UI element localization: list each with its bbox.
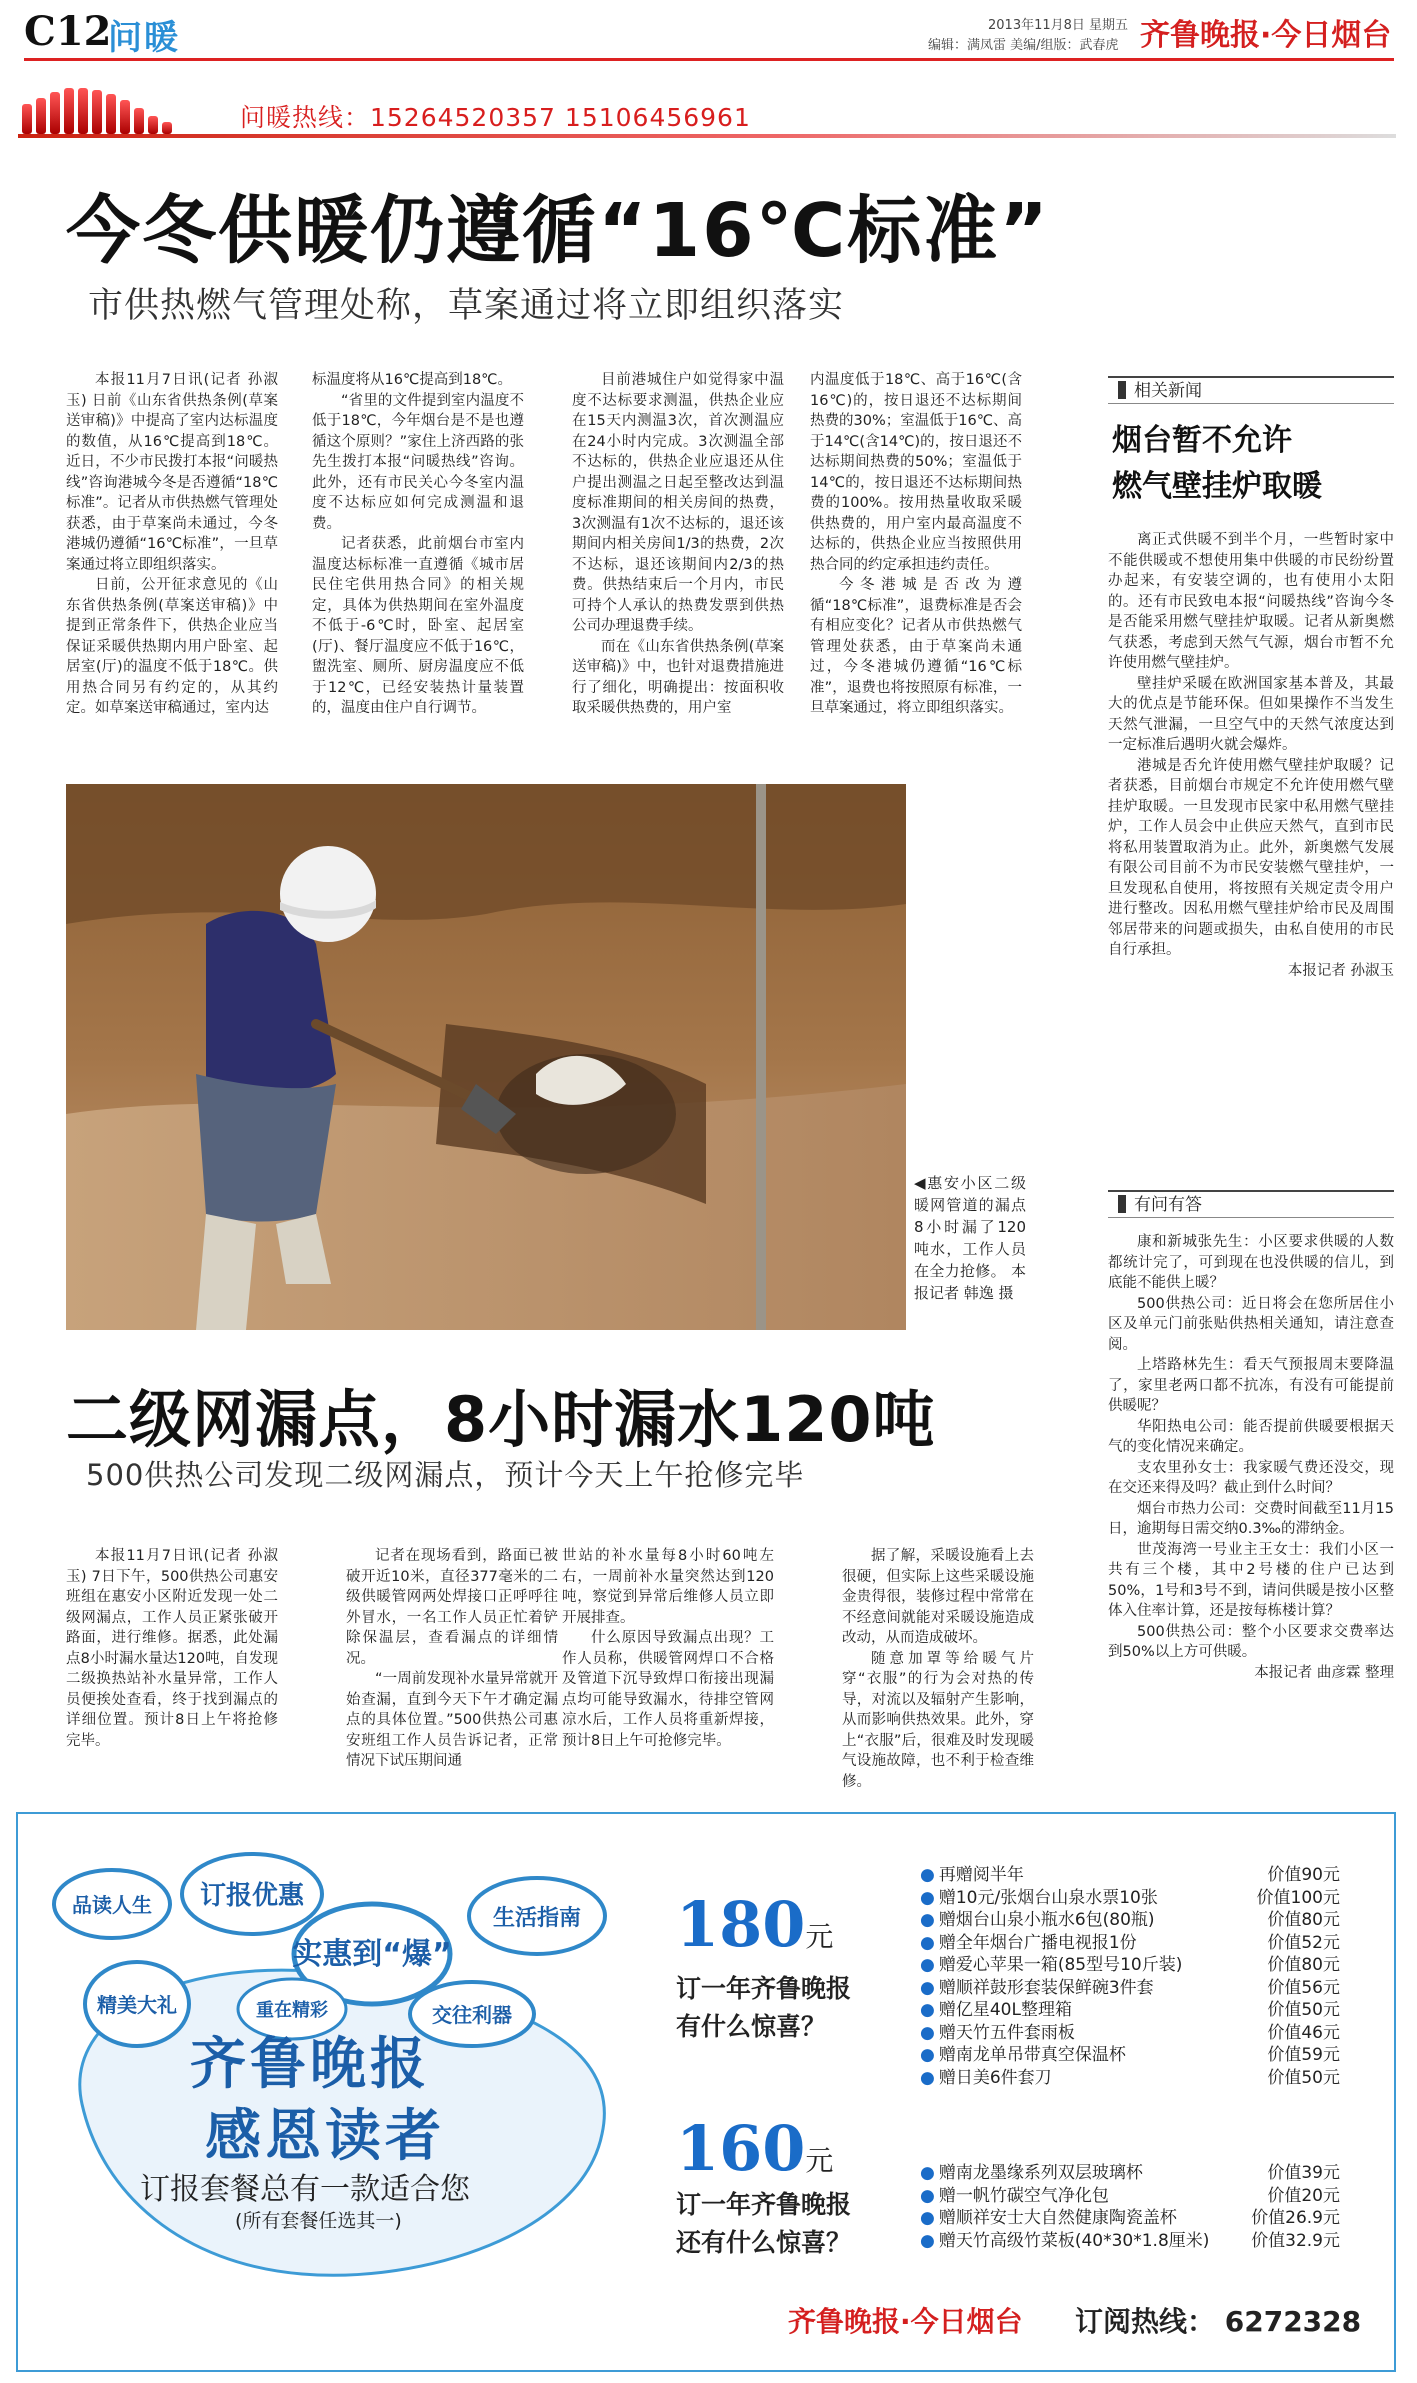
paragraph: 记者在现场看到，路面已被破开近10米，直径377毫米的二级供暖管网两处焊接口正呼呼往外冒水，一名工作人员正忙着铲除保温层，查看漏点的详细情况。 [346, 1548, 558, 1667]
price-value: 180 [676, 1888, 806, 1961]
label-text: 相关新闻 [1134, 381, 1202, 401]
issue-date: 2013年11月8日 星期五 [988, 18, 1129, 33]
page-number: C12 [24, 8, 112, 55]
gift-name: ● 赠爱心苹果一箱(85型号10斤装) [920, 1954, 1182, 1977]
gift-value: 价值32.9元 [1251, 2230, 1340, 2251]
gift-name: ● 赠亿星40L整理箱 [920, 1999, 1072, 2022]
paragraph: 而在《山东省供热条例(草案送审稿)》中，也针对退费措施进行了细化，明确提出：按面积收取采暖供热费的，用户室 [572, 638, 784, 716]
paragraph: 什么原因导致漏点出现？工作人员称，供暖管网焊口不合格及管道下沉导致焊口衔接出现漏点均可能导致漏水，待排空管网凉水后，工作人员将重新焊接，预计8日上午可抢修完毕。 [562, 1630, 774, 1749]
second-headline: 二级网漏点，8小时漏水120吨 [66, 1383, 936, 1456]
price-value: 160 [676, 2112, 806, 2185]
byline: 本报记者 曲彦霖 整理 [1254, 1664, 1394, 1681]
main-headline: 今冬供暖仍遵循“16℃标准” [66, 188, 1050, 274]
question-line: 订一年齐鲁晚报 [676, 2190, 852, 2219]
gift-item [920, 1999, 1340, 2022]
gift-name: ● 再赠阅半年 [920, 1864, 1024, 1887]
gift-item [920, 2230, 1340, 2253]
plan-question [676, 1970, 851, 2046]
gift-name: ● 赠南龙单吊带真空保温杯 [920, 2044, 1126, 2067]
price-unit: 元 [805, 1920, 834, 1953]
advert-footer-brand: 齐鲁晚报·今日烟台 [788, 2305, 1023, 2338]
label-marker-icon [1118, 1195, 1126, 1213]
gift-item [920, 2022, 1340, 2045]
title-line: 燃气壁挂炉取暖 [1112, 469, 1322, 504]
sidebar-news-title [1112, 418, 1322, 510]
price-unit: 元 [805, 2144, 834, 2177]
paragraph: 目前港城住户如觉得家中温度不达标要求测温，供热企业应在15天内测温3次，首次测温应在24小时内完成。3次测温全部不达标的，供热企业应退还从住户提出测温之日起至整改达到温度标准期间的相关房间的热费，3次测温有1次不达标的，退还该期间内相关房间1/3的热费，2次不达标，退还该期间内2/3的热费。供热结束后一个月内，市民可持个人承认的热费发票到供热公司办理退费手续。 [572, 372, 784, 634]
photo-caption: ◀惠安小区二级暖网管道的漏点8小时漏了120吨水，工作人员在全力抢修。 本报记者 韩逸 摄 [914, 1174, 1026, 1302]
label-marker-icon [1118, 381, 1126, 399]
gift-value: 价值59元 [1267, 2045, 1340, 2065]
bubble-label: 交往利器 [432, 2003, 512, 2027]
main-subheadline: 市供热燃气管理处称，草案通过将立即组织落实 [88, 286, 845, 326]
paragraph: 内温度低于18℃、高于16℃(含16℃)的，按日退还不达标期间热费的30%；室温低于16℃、高于14℃(含14℃)的，按日退还不达标期间热费的50%；室温低于14℃的，按日退还不达标期间热费的100%。按用热量收取采暖供热费的，用户室内最高温度不达标的，供热企业应当按照供用热合同的约定承担违约责任。 [810, 372, 1022, 573]
question-line: 还有什么惊喜？ [676, 2228, 852, 2257]
paragraph: 日前，公开征求意见的《山东省供热条例(草案送审稿)》中提到正常条件下，供热企业应当保证采暖供热期内用户卧室、起居室(厅)的温度不低于18℃。供用热合同另有约定的，从其约定。如草案送审稿通过，室内达 [66, 577, 278, 716]
bubble-label: 品读人生 [72, 1893, 152, 1917]
paragraph: 标温度将从16℃提高到18℃。 [312, 372, 512, 388]
article2-column-3 [562, 1546, 774, 1751]
article1-column-1 [66, 370, 278, 719]
gift-item [920, 1954, 1340, 1977]
gift-name: ● 赠日美6件套刀 [920, 2067, 1052, 2090]
radiator-icon [18, 80, 238, 140]
news-photo [66, 784, 906, 1330]
gift-name: ● 赠一帆竹碳空气净化包 [920, 2185, 1109, 2208]
paragraph: 随意加罩等给暖气片穿“衣服”的行为会对热的传导，对流以及辐射产生影响，从而影响供热效果。此外，穿上“衣服”后，很难及时发现暖气设施故障，也不利于检查维修。 [842, 1650, 1034, 1790]
paragraph: “省里的文件提到室内温度不低于18℃，今年烟台是不是也遵循这个原则？”家住上济西路的张先生拨打本报“问暖热线”咨询。此外，还有市民关心今冬室内温度不达标应如何完成测温和退费。 [312, 392, 524, 532]
gift-name: ● 赠全年烟台广播电视报1份 [920, 1932, 1137, 1955]
gift-item [920, 2207, 1340, 2230]
qa-item: 支农里孙女士：我家暖气费还没交，现在交还来得及吗？截止到什么时间？ [1108, 1459, 1394, 1496]
gift-name: ● 赠天竹高级竹菜板(40*30*1.8厘米) [920, 2230, 1209, 2253]
gift-value: 价值50元 [1267, 2067, 1340, 2088]
bubble-label: 重在精彩 [256, 2000, 328, 2021]
gift-value: 价值80元 [1267, 1910, 1340, 1930]
paragraph: 世站的补水量每8小时60吨左右，一周前补水量突然达到120吨，察觉到异常后维修人员立即开展排查。 [562, 1548, 774, 1626]
gift-list-180 [920, 1864, 1340, 2089]
gift-item [920, 2162, 1340, 2185]
gift-value: 价值39元 [1267, 2163, 1340, 2183]
qa-item: 上塔路林先生：看天气预报周末要降温了，家里老两口都不抗冻，有没有可能提前供暖呢？ [1108, 1357, 1394, 1414]
bubble-label: 实惠到“爆” [292, 1937, 452, 1972]
plan-price-160 [676, 2112, 833, 2185]
gift-item [920, 1887, 1340, 1910]
title-line: 烟台暂不允许 [1112, 423, 1292, 458]
gift-value: 价值52元 [1267, 1932, 1340, 1953]
editor-credits: 编辑：满凤雷 美编/组版：武春虎 [928, 38, 1119, 53]
gift-value: 价值26.9元 [1251, 2208, 1340, 2228]
paragraph: 本报11月7日讯(记者 孙淑玉) 7日下午，500供热公司惠安班组在惠安小区附近发现一处二级网漏点，工作人员正紧张破开路面，进行维修。据悉，此处漏点8小时漏水量达120吨，自发现二级换热站补水量异常，工作人员便挨处查看，终于找到漏点的详细位置。预计8日上午将抢修完毕。 [66, 1548, 278, 1749]
qa-item: 华阳热电公司：能否提前供暖要根据天气的变化情况来确定。 [1108, 1418, 1394, 1455]
page-header [0, 0, 1417, 170]
label-text: 有问有答 [1134, 1195, 1202, 1215]
gift-item [920, 1977, 1340, 2000]
advert-tagline: 订报套餐总有一款适合您 [140, 2172, 470, 2207]
byline: 本报记者 孙淑玉 [1287, 962, 1394, 979]
gift-value: 价值100元 [1256, 1887, 1340, 1908]
gift-value: 价值20元 [1267, 2185, 1340, 2206]
gift-item [920, 2067, 1340, 2090]
worker-repair-illustration [66, 784, 906, 1330]
paragraph: 本报11月7日讯(记者 孙淑玉) 日前《山东省供热条例(草案送审稿)》中提高了室内达标温度的数值，从16℃提高到18℃。近日，不少市民拨打本报“问暖热线”咨询港城今冬是否遵循“18℃标准”。记者从市供热燃气管理处获悉，由于草案尚未通过，今冬港城仍遵循“16℃标准”，一旦草案通过将立即组织落实。 [66, 372, 278, 573]
article1-column-4 [810, 370, 1022, 719]
plan-question [676, 2186, 851, 2262]
article2-column-4 [842, 1546, 1034, 1792]
gift-name: ● 赠天竹五件套雨板 [920, 2022, 1075, 2045]
gift-item [920, 1909, 1340, 1932]
question-line: 有什么惊喜？ [676, 2012, 827, 2041]
gift-item [920, 1864, 1340, 1887]
related-news-label [1108, 376, 1394, 404]
gift-name: ● 赠10元/张烟台山泉水票10张 [920, 1887, 1158, 1910]
bubble-label: 生活指南 [492, 1906, 582, 1931]
question-line: 订一年齐鲁晚报 [676, 1974, 852, 2003]
gift-list-160 [920, 2162, 1340, 2252]
qa-item: 500供热公司：近日将会在您所居住小区及单元门前张贴供热相关通知，请注意查阅。 [1108, 1295, 1394, 1353]
section-title: 问暖 [108, 18, 180, 58]
qa-item: 烟台市热力公司：交费时间截至11月15日，逾期每日需交纳0.3‰的滞纳金。 [1108, 1500, 1394, 1537]
gift-item [920, 1932, 1340, 1955]
advert-note: (所有套餐任选其一) [235, 2210, 402, 2232]
newspaper-brand: 齐鲁晚报·今日烟台 [1140, 18, 1392, 53]
hotline-text: 问暖热线：15264520357 15106456961 [240, 103, 751, 132]
bubble-label: 精美大礼 [97, 1993, 177, 2017]
header-divider [24, 58, 1394, 61]
article1-column-2 [312, 370, 524, 719]
second-subheadline: 500供热公司发现二级网漏点，预计今天上午抢修完毕 [86, 1458, 805, 1492]
paragraph: 壁挂炉采暖在欧洲国家基本普及，其最大的优点是节能环保。但如果操作不当发生天然气泄漏，一旦空气中的天然气浓度达到一定标准后遇明火就会爆炸。 [1108, 675, 1394, 753]
gift-name: ● 赠顺祥安士大自然健康陶瓷盖杯 [920, 2207, 1177, 2230]
advert-title-1: 齐鲁晚报 [190, 2032, 430, 2097]
gift-item [920, 2044, 1340, 2067]
hotline-underline [18, 134, 1396, 138]
gift-name: ● 赠烟台山泉小瓶水6包(80瓶) [920, 1909, 1155, 1932]
paragraph: 据了解，采暖设施看上去很硬，但实际上这些采暖设施金贵得很，装修过程中常常在不经意间就能对采暖设施造成改动，从而造成破坏。 [842, 1548, 1034, 1646]
article2-column-2 [346, 1546, 558, 1772]
paragraph: “一周前发现补水量异常就开始查漏，直到今天下午才确定漏点的具体位置。”500供热公司惠安班组工作人员告诉记者，正常情况下试压期间通 [346, 1671, 558, 1769]
gift-value: 价值80元 [1267, 1955, 1340, 1975]
gift-value: 价值50元 [1267, 2000, 1340, 2020]
gift-name: ● 赠顺祥鼓形套装保鲜碗3件套 [920, 1977, 1154, 2000]
gift-value: 价值56元 [1267, 1977, 1340, 1998]
gift-name: ● 赠南龙墨缘系列双层玻璃杯 [920, 2162, 1143, 2185]
gift-item [920, 2185, 1340, 2208]
plan-price-180 [676, 1888, 833, 1961]
bubble-label: 订报优惠 [199, 1881, 305, 1911]
gift-value: 价值46元 [1267, 2022, 1340, 2043]
paragraph: 港城是否允许使用燃气壁挂炉取暖？记者获悉，目前烟台市规定不允许使用燃气壁挂炉取暖。一旦发现市民家中私用燃气壁挂炉，工作人员会中止供应天然气，直到市民将私用装置取消为止。此外，新奥燃气发展有限公司目前不为市民安装燃气壁挂炉，一旦发现私自使用，将按照有关规定责令用户进行整改。因私用燃气壁挂炉给市民及周围邻居带来的问题或损失，由私自使用的市民自行承担。 [1108, 757, 1394, 958]
paragraph: 离正式供暖不到半个月，一些暂时家中不能供暖或不想使用集中供暖的市民纷纷置办起来，有安装空调的，也有使用小太阳的。还有市民致电本报“问暖热线”咨询今冬是否能采用燃气壁挂炉取暖。记者从新奥燃气获悉，考虑到天然气气源，烟台市暂不允许使用燃气壁挂炉。 [1108, 532, 1394, 671]
article1-column-3 [572, 370, 784, 719]
advert-title-2: 感恩读者 [205, 2104, 445, 2169]
qa-label [1108, 1190, 1394, 1218]
qa-item: 世茂海湾一号业主王女士：我们小区一共有三个楼，其中2号楼的住户已达到50%，1号和3号不到，请问供暖是按小区整体入住率计算，还是按每栋楼计算？ [1108, 1541, 1394, 1619]
subscription-hotline: 订阅热线： 6272328 [1075, 2305, 1362, 2338]
sidebar-news-body [1108, 530, 1394, 981]
qa-body [1108, 1232, 1394, 1683]
paragraph: 今冬港城是否改为遵循“18℃标准”，退费标准是否会有相应变化？记者从市供热燃气管理处获悉，由于草案尚未通过，今冬港城仍遵循“16℃标准”，退费也将按照原有标准，一旦草案通过，将立即组织落实。 [810, 577, 1022, 716]
gift-value: 价值90元 [1267, 1865, 1340, 1885]
paragraph: 记者获悉，此前烟台市室内温度达标标准一直遵循《城市居民住宅供用热合同》的相关规定，具体为供热期间在室外温度不低于-6℃时，卧室、起居室(厅)、餐厅温度应不低于16℃，盥洗室、厕所、厨房温度应不低于12℃，已经安装热计量装置的，温度由住户自行调节。 [312, 536, 524, 716]
qa-item: 500供热公司：整个小区要求交费率达到50%以上方可供暖。 [1108, 1623, 1394, 1660]
qa-item: 康和新城张先生：小区要求供暖的人数都统计完了，可到现在也没供暖的信儿，到底能不能供上暖？ [1108, 1234, 1394, 1291]
article2-column-1 [66, 1546, 278, 1751]
